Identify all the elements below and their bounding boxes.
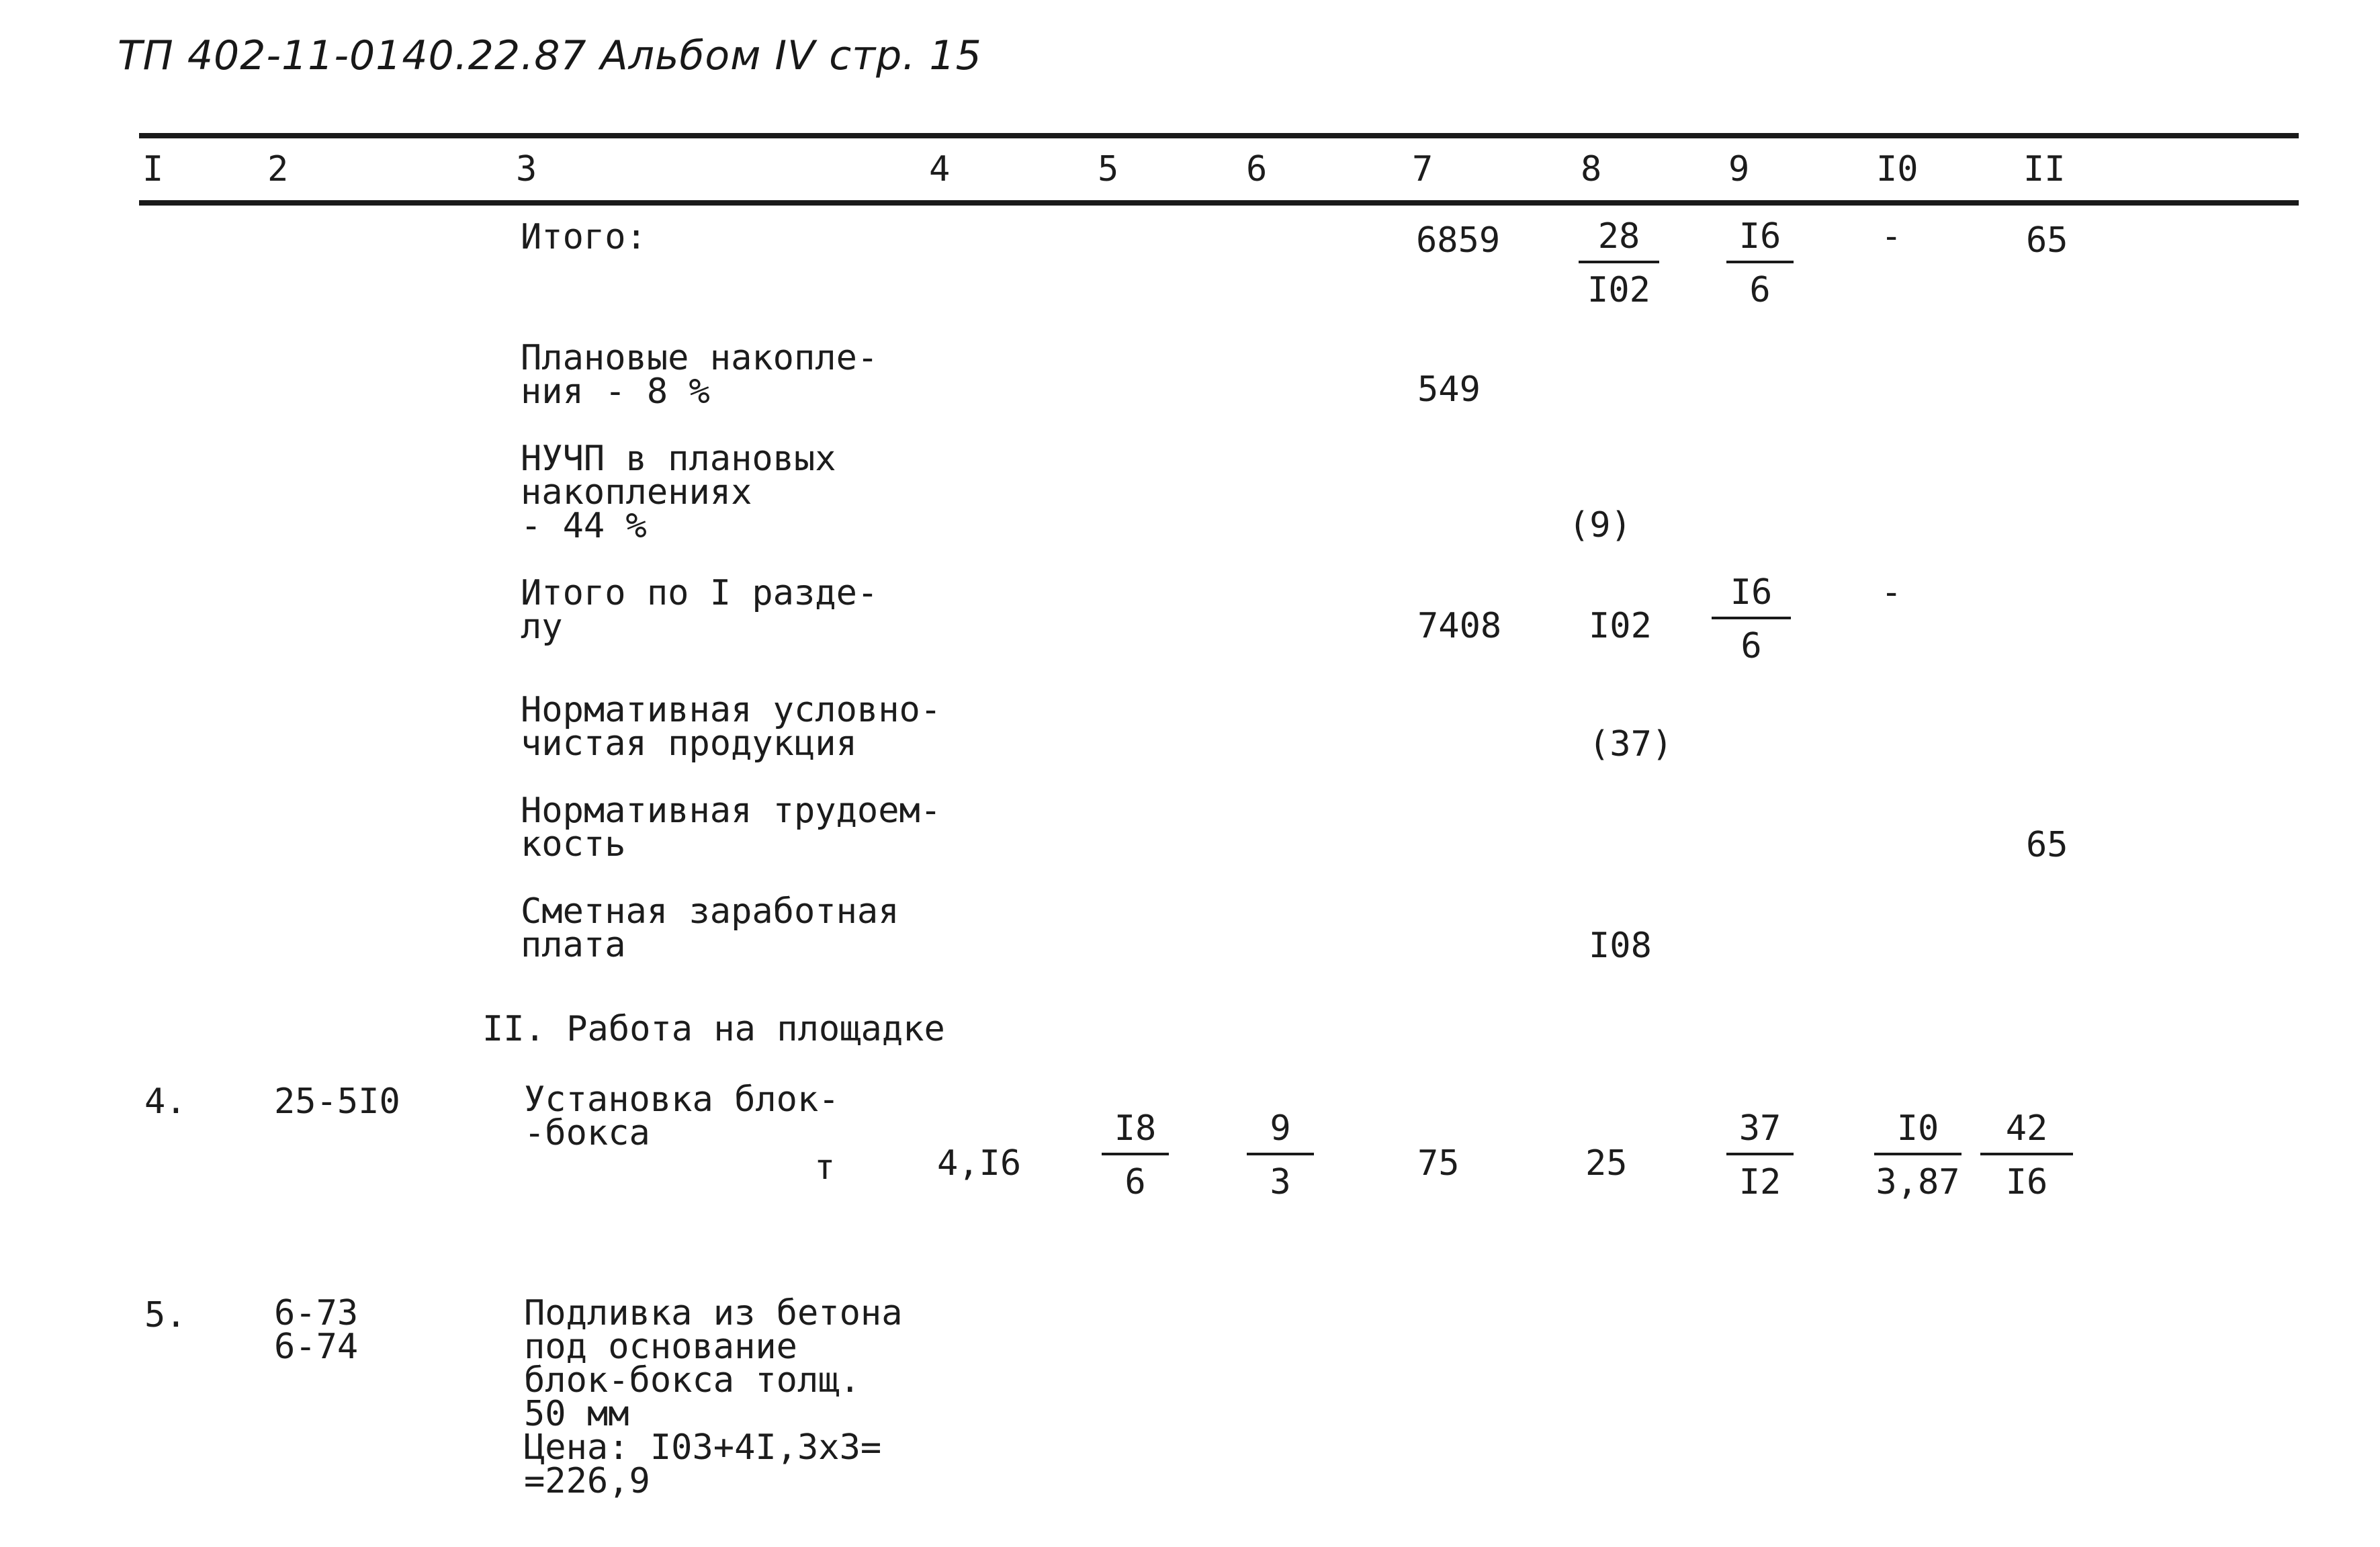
table-top-rule [139, 133, 2299, 138]
col-header-3: 3 [516, 149, 537, 189]
col-header-9: 9 [1728, 149, 1750, 189]
planovye-col7: 549 [1417, 369, 1481, 410]
itogo-col9-den: 6 [1749, 270, 1771, 310]
itogo1-col9-den: 6 [1740, 626, 1762, 666]
col-header-4: 4 [929, 149, 951, 189]
nuchp-norm-col8: (37) [1589, 724, 1673, 764]
itogo-col11: 65 [2026, 220, 2068, 261]
itogo1-label: Итого по I разде- лу [521, 573, 879, 647]
itogo-col7: 6859 [1416, 220, 1501, 261]
row4-col6-den: 3 [1270, 1162, 1291, 1202]
itogo1-col8: I02 [1589, 606, 1652, 646]
itogo1-col9-num: I6 [1712, 572, 1791, 619]
row4-code: 25-5I0 [274, 1081, 400, 1122]
row4-col9-num: 37 [1726, 1108, 1794, 1155]
col-header-11: II [2023, 149, 2066, 189]
itogo-col8-num: 28 [1579, 216, 1659, 263]
itogo-col8-fraction [1579, 216, 1659, 310]
itogo-label: Итого: [521, 217, 647, 257]
row4-col11-den: I6 [2005, 1162, 2048, 1202]
row4-col7: 75 [1417, 1143, 1460, 1184]
row4-col9-den: I2 [1738, 1162, 1781, 1202]
table-header-rule [139, 200, 2299, 206]
row5-label: Подливка из бетона под основание блок-бокса толщ. 50 мм Цена: I03+4I,3x3= =226,9 [524, 1293, 903, 1501]
row4-col11-num: 42 [1980, 1108, 2073, 1155]
row5-number: 5. [144, 1295, 187, 1335]
trudoemkost-col11: 65 [2026, 825, 2068, 865]
zarplata-col8: I08 [1589, 926, 1652, 966]
zarplata-label: Сметная заработная плата [521, 891, 899, 965]
row4-label: Установка блок- -бокса [524, 1079, 840, 1153]
itogo1-col9-fraction [1712, 572, 1791, 666]
itogo-col10: - [1881, 216, 1902, 257]
row5-codes: 6-73 6-74 [274, 1293, 359, 1367]
planovye-label: Плановые накопле- ния - 8 % [521, 338, 879, 412]
nuchp-col8: (9) [1569, 505, 1632, 545]
row4-col5-den: 6 [1125, 1162, 1146, 1202]
col-header-6: 6 [1246, 149, 1268, 189]
row4-col6-num: 9 [1247, 1108, 1314, 1155]
col-header-1: I [142, 149, 164, 189]
row4-unit: т [814, 1147, 836, 1188]
itogo1-col10: - [1881, 572, 1902, 613]
itogo1-col7: 7408 [1417, 606, 1502, 646]
nuchp-norm-label: Нормативная условно- чистая продукция [521, 690, 942, 764]
row4-col8: 25 [1585, 1143, 1628, 1184]
itogo-col8-den: I02 [1587, 270, 1650, 310]
row4-col11-fraction [1980, 1108, 2073, 1202]
row4-col10-num: I0 [1874, 1108, 1962, 1155]
col-header-7: 7 [1412, 149, 1434, 189]
col-header-10: I0 [1876, 149, 1919, 189]
nuchp-label: НУЧП в плановых накоплениях - 44 % [521, 439, 836, 546]
col-header-2: 2 [267, 149, 289, 189]
itogo-col9-num: I6 [1726, 216, 1794, 263]
itogo-col9-fraction [1726, 216, 1794, 310]
page-reference: ТП 402-11-0140.22.87 Альбом IV стр. 15 [118, 32, 982, 79]
row4-col5-num: I8 [1102, 1108, 1169, 1155]
row4-col4: 4,I6 [937, 1143, 1022, 1184]
row4-number: 4. [144, 1081, 187, 1122]
row4-col5-fraction [1102, 1108, 1169, 1202]
section-2-title: II. Работа на площадке [482, 1009, 945, 1049]
row4-col10-fraction [1874, 1108, 1962, 1202]
trudoemkost-label: Нормативная трудоем- кость [521, 791, 942, 865]
col-header-8: 8 [1581, 149, 1602, 189]
row4-col9-fraction [1726, 1108, 1794, 1202]
row4-col6-fraction [1247, 1108, 1314, 1202]
col-header-5: 5 [1098, 149, 1119, 189]
row4-col10-den: 3,87 [1876, 1162, 1960, 1202]
